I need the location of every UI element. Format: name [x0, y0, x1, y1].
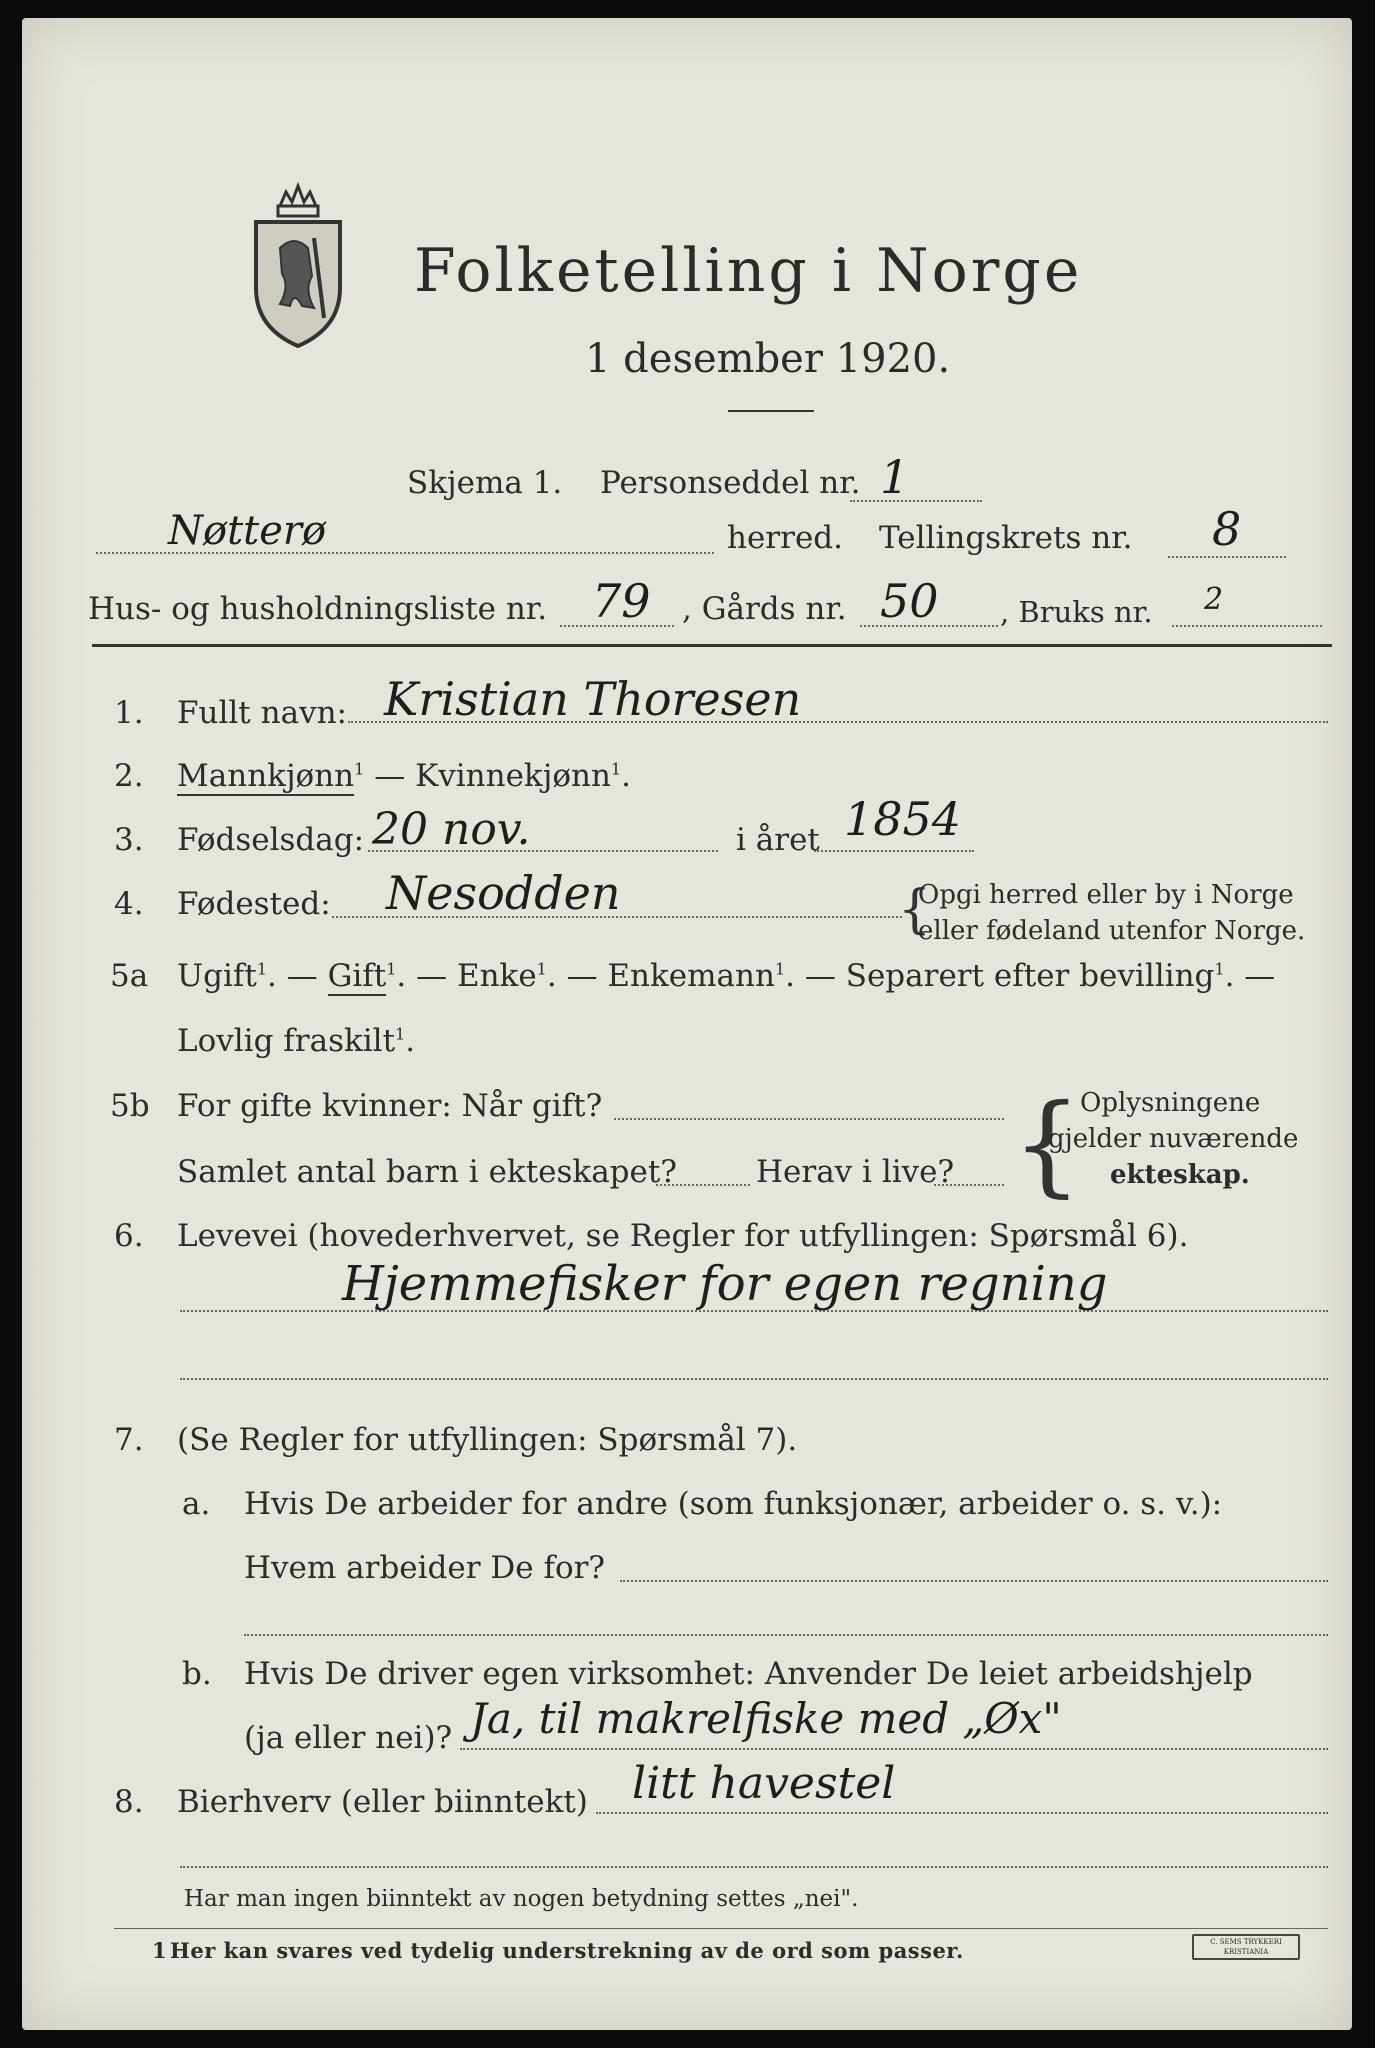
q4-note-line1: Opgi herred eller by i Norge: [918, 880, 1294, 910]
footnote-divider: [114, 1928, 1328, 1929]
bruks-label: , Bruks nr.: [1000, 595, 1153, 629]
q5b-note-2: gjelder nuværende: [1048, 1124, 1299, 1154]
q5b-label-2: Samlet antal barn i ekteskapet?: [177, 1154, 677, 1190]
gards-value[interactable]: 50: [880, 574, 939, 628]
full-name-value[interactable]: Kristian Thoresen: [384, 672, 802, 726]
q5a-options: Ugift$^1$. — Gift$^1$. — Enke$^1$. — Enkemann$^1$. — Separert efter bevilling$^1$. —: [177, 958, 1276, 994]
q7b-letter: b.: [182, 1656, 212, 1692]
herred-label: herred.: [727, 520, 843, 556]
q7-label: (Se Regler for utfyllingen: Spørsmål 7).: [177, 1422, 798, 1458]
tellingskrets-label: Tellingskrets nr.: [879, 520, 1133, 556]
q4-number: 4.: [114, 886, 144, 922]
q7-number: 7.: [114, 1422, 144, 1458]
footnote-text: Her kan svares ved tydelig understrekning av de ord som passer.: [170, 1938, 964, 1963]
q7b-label-2: (ja eller nei)?: [244, 1720, 453, 1756]
form-title: Folketelling i Norge: [414, 236, 1083, 306]
side-income-value[interactable]: litt havestel: [632, 1758, 896, 1809]
q1-number: 1.: [114, 695, 144, 731]
q4-label: Fødested:: [177, 886, 331, 922]
q6-label: Levevei (hovederhvervet, se Regler for utfyllingen: Spørsmål 6).: [177, 1218, 1189, 1254]
occupation-value[interactable]: Hjemmefisker for egen regning: [342, 1256, 1108, 1312]
tellingskrets-value[interactable]: 8: [1212, 502, 1242, 556]
q4-note-line2: eller fødeland utenfor Norge.: [918, 916, 1306, 946]
husliste-label: Hus- og husholdningsliste nr.: [88, 591, 548, 627]
coat-of-arms-icon: [250, 178, 346, 348]
title-divider: [728, 410, 814, 412]
q5b-note-1: Oplysningene: [1080, 1088, 1261, 1118]
birthplace-value[interactable]: Nesodden: [386, 866, 621, 920]
gift-option[interactable]: Gift: [327, 958, 387, 994]
enke-option[interactable]: Enke: [456, 958, 537, 994]
gards-label: , Gårds nr.: [682, 591, 847, 627]
q5b-label-3: Herav i live?: [756, 1154, 955, 1190]
q7a-letter: a.: [182, 1486, 211, 1522]
kvinnekjonn-option[interactable]: Kvinnekjønn: [415, 758, 611, 794]
q2-number: 2.: [114, 758, 144, 794]
q7a-label-2: Hvem arbeider De for?: [244, 1550, 606, 1586]
skjema-label: Skjema 1.: [407, 465, 563, 501]
herred-value[interactable]: Nøtterø: [168, 508, 327, 554]
birthday-value[interactable]: 20 nov.: [372, 804, 531, 855]
enkemann-option[interactable]: Enkemann: [607, 958, 775, 994]
q5b-note-3: ekteskap.: [1110, 1160, 1250, 1190]
header-divider: [92, 644, 1332, 647]
ugift-option[interactable]: Ugift: [177, 958, 257, 994]
q3-year-label: i året: [736, 822, 820, 858]
q3-number: 3.: [114, 822, 144, 858]
q1-label: Fullt navn:: [177, 695, 347, 731]
birth-year-value[interactable]: 1854: [844, 792, 962, 846]
q7b-label-1: Hvis De driver egen virksomhet: Anvender De leiet arbeidshjelp: [244, 1656, 1253, 1692]
q5b-label-1: For gifte kvinner: Når gift?: [177, 1088, 603, 1124]
q8-label: Bierhverv (eller biinntekt): [177, 1784, 588, 1820]
mannkjonn-option[interactable]: Mannkjønn: [177, 758, 355, 794]
q6-number: 6.: [114, 1218, 144, 1254]
husliste-value[interactable]: 79: [592, 574, 651, 628]
census-form: Folketelling i Norge 1 desember 1920. Skjema 1. Personseddel nr. 1 Nøtterø herred. Tellingskrets nr. 8 Hus- og husholdningsliste nr. 79 , Gårds nr. 50 , Bruks nr. 2 1. Fullt navn: Kristian Thoresen 2. Mannkjønn$^1$ — Kvinnekjønn$^1$. 3. Fødselsdag: 20 nov. i året 1854 4. Fødested: Nesodden { Opgi herred eller by i Norge eller fødeland utenfor Norge. 5a Ugift$^1$. — Gift$^1$. — Enke$^1$. — Enkemann$^1$. — Separert efter bevilling$^1$. — Lovlig fraskilt$^1$. 5b For gifte kvinner: Når gift? Samlet antal barn i ekteskapet? Herav i live? { Oplysningene gjelder nuværende ekteskap. 6. Levevei (hovederhvervet, se Regler for utfyllingen: Spørsmål 6). Hjemmefisker for egen regning 7. (Se Regler for utfyllingen: Spørsmål 7). a. Hvis De arbeider for andre (som funksjonær, arbeider o. s. v.): Hvem arbeider De for? b. Hvis De driver egen virksomhet: Anvender De leiet arbeidshjelp (ja eller nei)? Ja, til makrelfiske med „Øx" 8. Bierhverv (eller biinntekt) litt havestel Har man ingen biinntekt av nogen betydning settes „nei". 1 Her kan svares ved tydelig understrekning av de ord som passer. C. SEMS TRYKKERI KRISTIANIA: [22, 18, 1352, 2030]
footnote-number: 1: [152, 1938, 168, 1963]
q5a-number: 5a: [110, 958, 149, 994]
q7a-label-1: Hvis De arbeider for andre (som funksjonær, arbeider o. s. v.):: [244, 1486, 1223, 1522]
q8-number: 8.: [114, 1784, 144, 1820]
biinntekt-note: Har man ingen biinntekt av nogen betydning settes „nei".: [184, 1886, 859, 1912]
q3-label: Fødselsdag:: [177, 822, 365, 858]
q2-options: Mannkjønn$^1$ — Kvinnekjønn$^1$.: [177, 758, 631, 794]
bruks-value[interactable]: 2: [1204, 582, 1224, 617]
printer-stamp: C. SEMS TRYKKERI KRISTIANIA: [1192, 1934, 1300, 1960]
personseddel-label: Personseddel nr.: [600, 465, 861, 501]
census-date: 1 desember 1920.: [585, 336, 951, 382]
personseddel-value[interactable]: 1: [880, 450, 910, 504]
hired-help-value[interactable]: Ja, til makrelfiske med „Øx": [470, 1694, 1062, 1743]
separert-option[interactable]: Separert efter bevilling: [845, 958, 1215, 994]
q5b-number: 5b: [110, 1088, 150, 1124]
fraskilt-option[interactable]: Lovlig fraskilt: [177, 1023, 396, 1059]
